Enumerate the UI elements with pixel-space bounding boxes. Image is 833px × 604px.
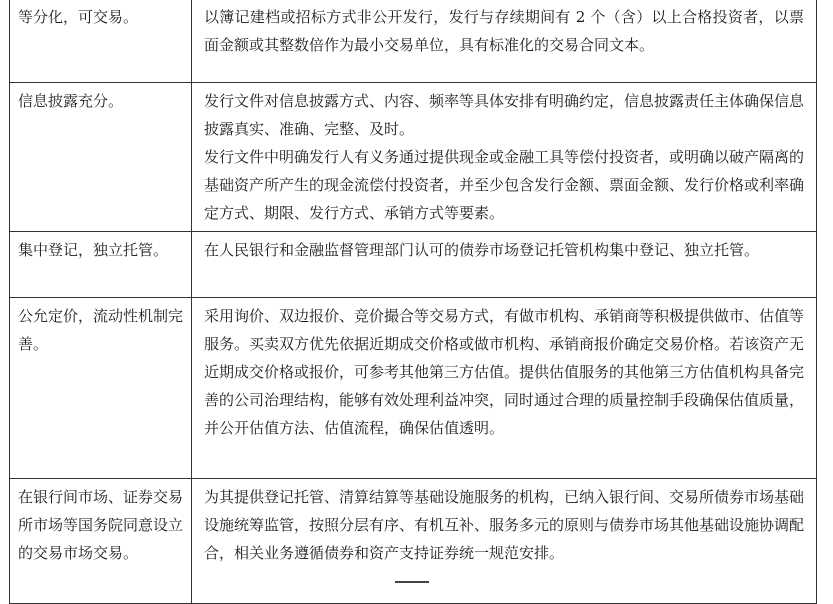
table-row [10, 0, 817, 83]
criterion-text: 在银行间市场、证券交易所市场等国务院同意设立的交易市场交易。 [18, 488, 184, 562]
criterion-cell [10, 298, 192, 479]
description-paragraph: 发行文件中明确发行人有义务通过提供现金或金融工具等偿付投资者，或明确以破产隔离的基础资产所产生的现金流偿付投资者，并至少包含发行金额、票面金额、发行价格或利率确定方式、期限、发行方式、承销方式等要素。 [204, 148, 805, 222]
criteria-table [9, 0, 817, 604]
criterion-cell [10, 0, 192, 83]
description-paragraph: 采用询价、双边报价、竞价撮合等交易方式，有做市机构、承销商等积极提供做市、估值等服务。买卖双方优先依据近期成交价格或做市机构、承销商报价确定交易价格。若该资产无近期成交价格或报价，可参考其他第三方估值。提供估值服务的其他第三方估值机构具备完善的公司治理结构，能够有效处理利益冲突，同时通过合理的质量控制手段确保估值质量，并公开估值方法、估值流程，确保估值透明。 [204, 307, 805, 437]
description-paragraph: 发行文件对信息披露方式、内容、频率等具体安排有明确约定，信息披露责任主体确保信息披露真实、准确、完整、及时。 [204, 92, 805, 138]
table-row [10, 83, 817, 232]
description-paragraph: 为其提供登记托管、清算结算等基础设施服务的机构，已纳入银行间、交易所债券市场基础设施统筹监管，按照分层有序、有机互补、服务多元的原则与债券市场其他基础设施协调配合，相关业务遵循债券和资产支持证券统一规范安排。 [204, 488, 805, 562]
page-edge-mark [395, 581, 429, 583]
table-row [10, 479, 817, 604]
description-cell [192, 0, 817, 83]
criterion-text: 信息披露充分。 [18, 92, 124, 110]
table-row [10, 232, 817, 298]
description-cell [192, 479, 817, 604]
description-paragraph: 在人民银行和金融监督管理部门认可的债券市场登记托管机构集中登记、独立托管。 [204, 241, 760, 259]
criterion-text: 集中登记，独立托管。 [18, 241, 169, 259]
description-cell [192, 83, 817, 232]
description-paragraph: 以簿记建档或招标方式非公开发行，发行与存续期间有 2 个（含）以上合格投资者，以票面金额或其整数倍作为最小交易单位，具有标准化的交易合同文本。 [204, 8, 804, 54]
criterion-cell [10, 479, 192, 604]
description-cell [192, 298, 817, 479]
criterion-text: 等分化，可交易。 [18, 8, 139, 26]
criterion-text: 公允定价，流动性机制完善。 [18, 307, 184, 353]
description-cell [192, 232, 817, 298]
criterion-cell [10, 83, 192, 232]
criterion-cell [10, 232, 192, 298]
table-row [10, 298, 817, 479]
